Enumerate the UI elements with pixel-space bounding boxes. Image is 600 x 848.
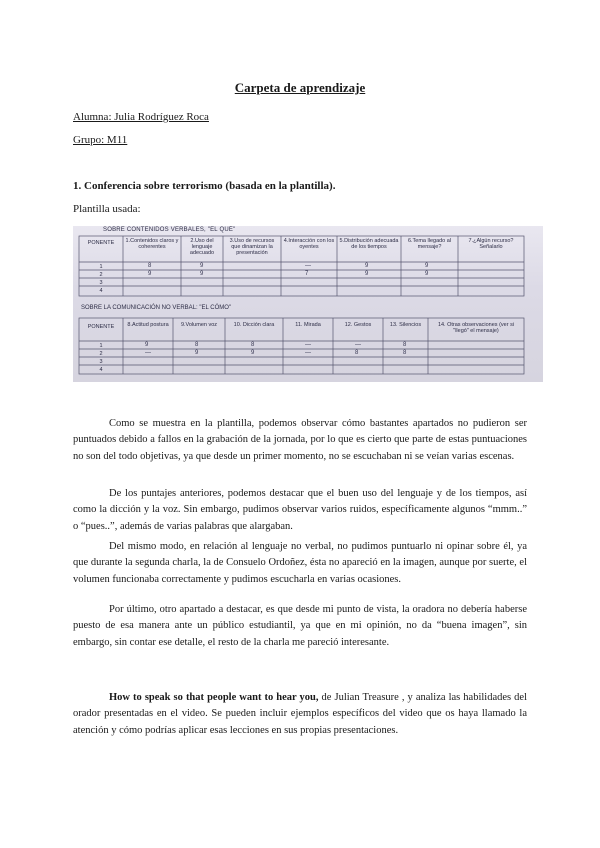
verbal-row-1: 1 (99, 264, 103, 270)
student-name: Alumna: Julia Rodríguez Roca (73, 111, 209, 123)
verbal-col-7: 7.¿Algún recurso? Señalarlo (468, 238, 514, 250)
video-title: How to speak so that people want to hear you, (109, 692, 319, 703)
handwritten-mark: 7 (305, 271, 309, 277)
verbal-col-1: 1.Contenidos claros y coherentes (125, 238, 179, 250)
handwritten-mark: 9 (145, 342, 149, 348)
verbal-col-6: 6.Tema llegado al mensaje? (407, 238, 452, 250)
handwritten-mark: 8 (403, 342, 407, 348)
nonverbal-col-13: 13. Silencios (389, 322, 422, 328)
nonverbal-row-1: 1 (99, 343, 103, 349)
verbal-row-4: 4 (99, 288, 103, 294)
nonverbal-row-4: 4 (99, 367, 103, 373)
verbal-col-4: 4.Interacción con los oyentes (283, 238, 335, 250)
nonverbal-col-9: 9.Volumen voz (180, 322, 218, 328)
nonverbal-col-12: 12. Gestos (344, 322, 372, 328)
handwritten-mark: 9 (148, 271, 152, 277)
nonverbal-col-14: 14. Otras observaciones (ver si "llegó" el mensaje) (437, 322, 515, 334)
handwritten-mark: 8 (195, 342, 199, 348)
paragraph-1: Como se muestra en la plantilla, podemos observar cómo bastantes apartados no pudieron ser puntuados debido a fallos en la grabación de la jornada, por lo que es cierto que parte de estas puntuaciones no son del todo objetivas, ya que desde un primer momento, no se escuchaban ni se veían varias escenas. (73, 418, 527, 462)
verbal-col-ponente: PONENTE (87, 240, 115, 246)
template-nonverbal-header: SOBRE LA COMUNICACIÓN NO VERBAL: "EL CÓMO" (81, 305, 232, 311)
nonverbal-row-2: 2 (99, 351, 103, 357)
document-title: Carpeta de aprendizaje (234, 80, 366, 95)
template-verbal-header: SOBRE CONTENIDOS VERBALES, "EL QUÉ" (103, 227, 236, 233)
handwritten-mark: 9 (365, 271, 369, 277)
handwritten-mark: — (305, 350, 311, 356)
handwritten-mark: 8 (148, 263, 152, 269)
nonverbal-col-10: 10. Dicción clara (233, 322, 275, 328)
nonverbal-col-ponente: PONENTE (87, 324, 115, 330)
group-name: Grupo: M11 (73, 134, 128, 146)
handwritten-mark: — (305, 342, 311, 348)
paragraph-5: How to speak so that people want to hear you, de Julian Treasure , y analiza las habilidades del orador presentadas en el video. Se pueden incluir ejemplos específicos del video que os haya llamado la atención y cómo podrías aplicar esas lecciones en sus propias presentaciones. (73, 692, 527, 736)
paragraph-2: De los puntajes anteriores, podemos destacar que el buen uso del lenguaje y de los tiempos, así como la dicción y la voz. Sin embargo, pudimos observar varios ruidos, específicamente algunos “mmm..” o “pues..”, además de varias palabras que alargaban. (73, 488, 527, 532)
handwritten-mark: 9 (251, 350, 255, 356)
verbal-row-3: 3 (99, 280, 103, 286)
handwritten-mark: 9 (200, 271, 204, 277)
handwritten-mark: 8 (403, 350, 407, 356)
template-scan-image (73, 226, 543, 382)
nonverbal-col-11: 11. Mirada (295, 322, 321, 328)
verbal-col-5: 5.Distribución adecuada de los tiempos (339, 238, 399, 250)
nonverbal-row-3: 3 (99, 359, 103, 365)
paragraph-3: Del mismo modo, en relación al lenguaje no verbal, no pudimos puntuarlo ni opinar sobre él, ya que durante la segunda charla, la de Consuelo Ordoñez, ésta no apareció en la imagen, aunque por suerte, el volumen funcionaba correctamente y pudimos escucharla en varias ocasiones. (73, 541, 527, 585)
handwritten-mark: 9 (365, 263, 369, 269)
handwritten-mark: 8 (355, 350, 359, 356)
template-label: Plantilla usada: (73, 203, 141, 215)
handwritten-mark: — (145, 350, 151, 356)
handwritten-mark: 9 (425, 271, 429, 277)
paragraph-4: Por último, otro apartado a destacar, es que desde mi punto de vista, la oradora no debería haberse puesto de esa manera ante un público estudiantil, ya que en mi opinión, no da “buena imagen”, sin embargo, sin contar ese detalle, el resto de la charla me pareció interesante. (73, 604, 527, 648)
handwritten-mark: — (305, 263, 311, 269)
verbal-col-2: 2.Uso del lenguaje adecuado (189, 238, 215, 256)
nonverbal-col-8: 8.Actitud postura (127, 322, 169, 328)
handwritten-mark: 8 (251, 342, 255, 348)
verbal-col-3: 3.Uso de recursos que dinamizan la presentación (229, 238, 275, 256)
handwritten-mark: — (355, 342, 361, 348)
verbal-row-2: 2 (99, 272, 103, 278)
section-heading: 1. Conferencia sobre terrorismo (basada en la plantilla). (73, 180, 336, 192)
handwritten-mark: 9 (425, 263, 429, 269)
handwritten-mark: 9 (200, 263, 204, 269)
handwritten-mark: 9 (195, 350, 199, 356)
